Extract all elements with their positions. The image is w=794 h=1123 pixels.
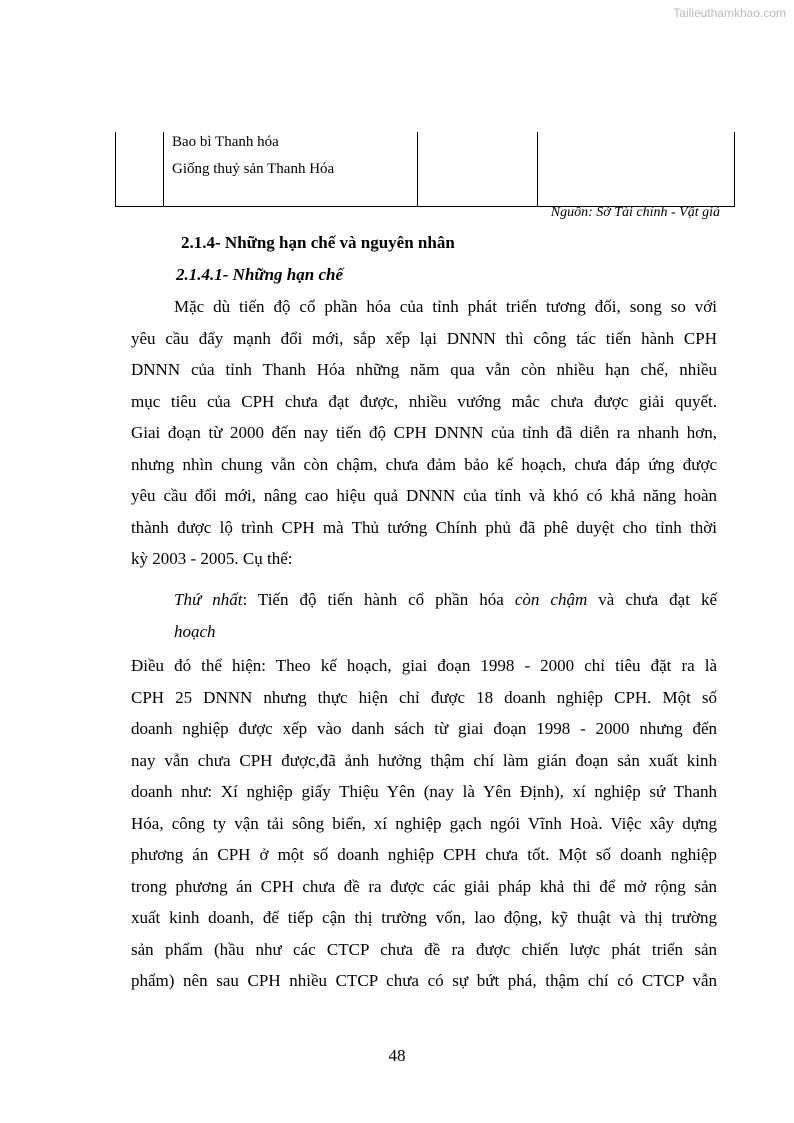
text-line: Điều đó thể hiện: Theo kế hoạch, giai đoạn 1998 - 2000 chỉ tiêu đặt ra là	[131, 656, 717, 675]
text-line: sản phẩm (hầu như các CTCP chưa đề ra được chiến lược phát triển sản	[131, 939, 717, 959]
source-note: Nguồn: Sở Tài chính - Vật giá	[550, 205, 720, 220]
table-column-divider	[417, 132, 418, 206]
first-point-text: : Tiến độ tiến hành cổ phần hóa	[242, 590, 515, 609]
text-line: phương án CPH ở một số doanh nghiệp CPH chưa tốt. Một số doanh nghiệp	[131, 845, 717, 864]
text-line	[131, 584, 717, 616]
text-line: Giai đoạn từ 2000 đến nay tiến độ CPH DNNN của tỉnh đã diễn ra nhanh hơn,	[131, 423, 717, 442]
text-line: DNNN của tỉnh Thanh Hóa những năm qua vẫn còn nhiều hạn chế, nhiều	[131, 360, 717, 379]
text-line: Hóa, công ty vận tải sông biển, xí nghiệp gạch ngói Vĩnh Hoà. Việc xây dựng	[131, 813, 717, 833]
table-column-divider	[163, 132, 164, 206]
text-line: yêu cầu đẩy mạnh đổi mới, sắp xếp lại DNNN thì công tác tiến hành CPH	[131, 328, 717, 348]
table-border-right	[734, 132, 735, 206]
page-number: 48	[388, 1046, 406, 1065]
text-line: nay vẫn chưa CPH được,đã ảnh hưởng thậm chí làm gián đoạn sản xuất kinh	[131, 750, 717, 770]
text-line: kỳ 2003 - 2005. Cụ thể:	[131, 549, 293, 568]
text-line: CPH 25 DNNN nhưng thực hiện chỉ được 18 doanh nghiệp CPH. Một số	[131, 687, 717, 707]
subsection-heading: 2.1.4.1- Những hạn chế	[176, 265, 343, 284]
section-heading: 2.1.4- Những hạn chế và nguyên nhân	[181, 233, 455, 252]
watermark: Tailieuthamkhao.com	[673, 6, 786, 20]
table-cell: Bao bì Thanh hóa	[172, 134, 279, 150]
first-point-text: và chưa đạt kế	[587, 590, 717, 609]
text-line: doanh như: Xí nghiệp giấy Thiệu Yên (nay là Yên Định), xí nghiệp sứ Thanh	[131, 782, 717, 801]
table-border-left	[115, 132, 116, 206]
text-line: nhưng nhìn chung vẫn còn chậm, chưa đảm bảo kế hoạch, chưa đáp ứng được	[131, 454, 717, 474]
table-cell: Giống thuỷ sản Thanh Hóa	[172, 161, 335, 177]
text-line: xuất kinh doanh, để tiếp cận thị trường vốn, lao động, kỹ thuật và thị trường	[131, 908, 717, 927]
text-line: phẩm) nên sau CPH nhiều CTCP chưa có sự bứt phá, thậm chí có CTCP vẫn	[131, 971, 717, 990]
first-point-emphasis: còn chậm	[514, 590, 588, 609]
table-column-divider	[537, 132, 538, 206]
first-point	[131, 584, 717, 647]
first-point-continuation: hoạch	[174, 621, 216, 641]
table-fragment	[115, 132, 735, 207]
paragraph	[131, 291, 717, 575]
text-line: trong phương án CPH chưa đề ra được các giải pháp khả thi để mở rộng sản	[131, 876, 717, 896]
paragraph	[131, 650, 717, 997]
first-point-label: Thứ nhất	[174, 590, 243, 609]
text-line: thành được lộ trình CPH mà Thủ tướng Chính phủ đã phê duyệt cho tỉnh thời	[131, 517, 717, 537]
text-line: yêu cầu đổi mới, nâng cao hiệu quả DNNN của tỉnh và khó có khả năng hoàn	[131, 486, 717, 505]
text-line	[131, 616, 717, 648]
text-line: doanh nghiệp được xếp vào danh sách từ giai đoạn 1998 - 2000 nhưng đến	[131, 719, 717, 738]
text-line: Mặc dù tiến độ cổ phần hóa của tỉnh phát triển tương đối, song so với	[174, 297, 717, 316]
text-line: mục tiêu của CPH chưa đạt được, nhiều vướng mắc chưa được giải quyết.	[131, 391, 717, 411]
